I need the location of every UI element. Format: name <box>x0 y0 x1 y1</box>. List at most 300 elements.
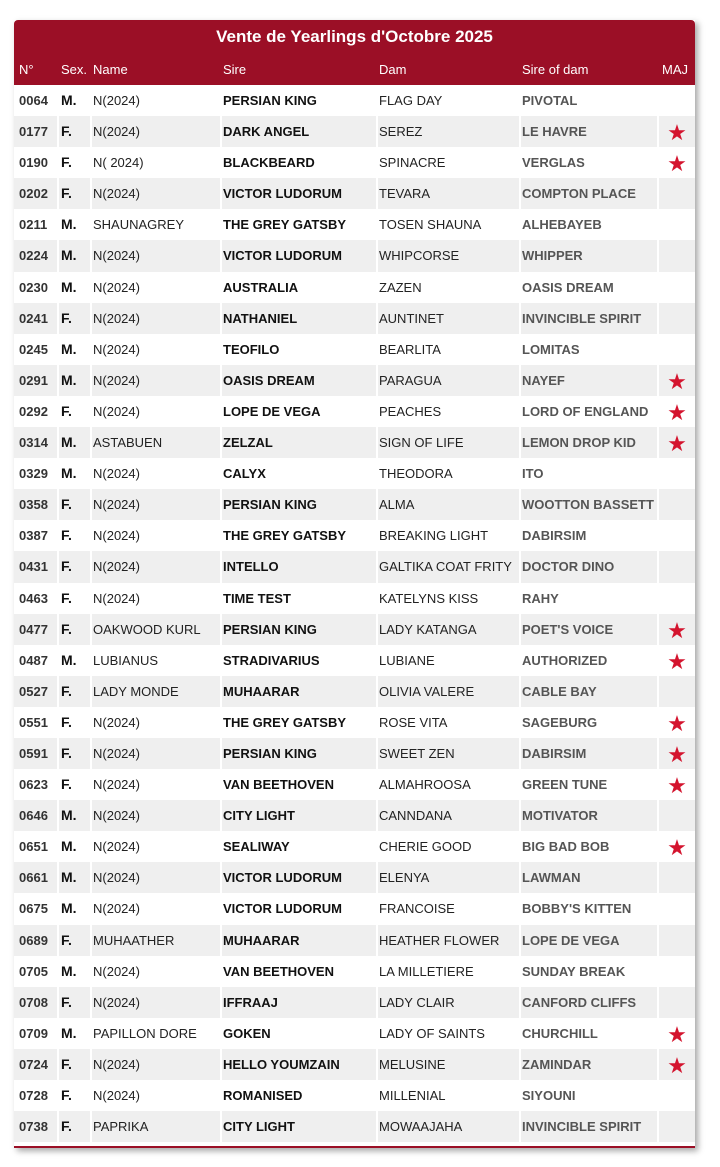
column-divider <box>519 1049 521 1080</box>
column-divider <box>220 551 222 582</box>
column-divider <box>657 893 659 924</box>
cell-name: N(2024) <box>93 590 140 606</box>
cell-sex: M. <box>61 278 77 295</box>
cell-dam: THEODORA <box>379 466 453 482</box>
table-row <box>14 987 695 1018</box>
column-divider <box>57 147 59 178</box>
column-divider <box>657 800 659 831</box>
cell-sire: INTELLO <box>223 559 279 575</box>
column-divider <box>90 303 92 334</box>
column-divider <box>220 956 222 987</box>
cell-name: N(2024) <box>93 714 140 730</box>
cell-name: ASTABUEN <box>93 435 163 451</box>
column-divider <box>90 1080 92 1111</box>
column-divider <box>90 427 92 458</box>
cell-maj <box>659 551 695 582</box>
table-row <box>14 303 695 334</box>
column-divider <box>220 458 222 489</box>
cell-dam: LADY KATANGA <box>379 621 477 637</box>
column-divider <box>90 925 92 956</box>
cell-dam: SPINACRE <box>379 155 446 171</box>
column-divider <box>220 178 222 209</box>
cell-num: 0241 <box>19 310 48 326</box>
column-divider <box>519 427 521 458</box>
column-divider <box>220 209 222 240</box>
cell-maj <box>659 116 695 147</box>
cell-maj <box>659 925 695 956</box>
column-divider <box>90 85 92 116</box>
cell-sire-of-dam: OASIS DREAM <box>522 279 614 295</box>
star-icon: ★ <box>667 151 687 177</box>
cell-sire-of-dam: LOMITAS <box>522 341 580 357</box>
cell-sex: F. <box>61 682 72 699</box>
cell-name: N(2024) <box>93 403 140 419</box>
cell-sire: VICTOR LUDORUM <box>223 870 342 886</box>
column-divider <box>376 489 378 520</box>
column-divider <box>376 925 378 956</box>
cell-maj <box>659 614 695 645</box>
cell-num: 0651 <box>19 839 48 855</box>
cell-dam: BEARLITA <box>379 341 441 357</box>
cell-sex: F. <box>61 1087 72 1103</box>
cell-num: 0728 <box>19 1088 48 1103</box>
cell-num: 0358 <box>19 497 48 513</box>
table-row <box>14 551 695 582</box>
column-divider <box>57 1080 59 1111</box>
cell-sire: LOPE DE VEGA <box>223 403 321 419</box>
column-divider <box>220 831 222 862</box>
cell-num: 0177 <box>19 124 48 140</box>
cell-sex: M. <box>61 216 77 233</box>
cell-num: 0431 <box>19 559 48 575</box>
column-divider <box>657 365 659 396</box>
table-row <box>14 489 695 520</box>
column-divider <box>220 583 222 614</box>
cell-sire-of-dam: LEMON DROP KID <box>522 435 636 451</box>
cell-dam: AUNTINET <box>379 310 444 326</box>
table-row <box>14 614 695 645</box>
table-row <box>14 583 695 614</box>
column-divider <box>376 365 378 396</box>
column-divider <box>657 1018 659 1049</box>
column-divider <box>220 862 222 893</box>
table-row <box>14 925 695 956</box>
cell-dam: MOWAAJAHA <box>379 1119 463 1135</box>
cell-num: 0738 <box>19 1119 48 1135</box>
column-divider <box>376 178 378 209</box>
column-divider <box>376 520 378 551</box>
column-divider <box>90 1018 92 1049</box>
cell-sex: M. <box>61 247 77 264</box>
column-divider <box>519 893 521 924</box>
column-divider <box>220 396 222 427</box>
column-divider <box>376 831 378 862</box>
cell-name: N(2024) <box>93 186 140 202</box>
column-divider <box>90 1049 92 1080</box>
cell-sire-of-dam: CHURCHILL <box>522 1025 598 1041</box>
table-row <box>14 738 695 769</box>
column-divider <box>657 178 659 209</box>
cell-sex: F. <box>61 776 72 793</box>
cell-sex: F. <box>61 931 72 948</box>
column-divider <box>90 707 92 738</box>
star-icon: ★ <box>667 835 687 861</box>
cell-dam: ALMAHROOSA <box>379 777 471 793</box>
column-divider <box>376 209 378 240</box>
column-divider <box>519 676 521 707</box>
column-divider <box>57 769 59 800</box>
table-row <box>14 85 695 116</box>
column-divider <box>519 1111 521 1142</box>
cell-num: 0551 <box>19 714 48 730</box>
column-divider <box>57 303 59 334</box>
table-row <box>14 800 695 831</box>
cell-num: 0314 <box>19 435 48 451</box>
cell-sex: M. <box>61 92 77 108</box>
column-divider <box>90 676 92 707</box>
column-divider <box>657 427 659 458</box>
column-divider <box>657 925 659 956</box>
cell-dam: BREAKING LIGHT <box>379 528 489 544</box>
table-row <box>14 178 695 209</box>
cell-name: N(2024) <box>93 1088 140 1103</box>
cell-name: OAKWOOD KURL <box>93 621 201 637</box>
column-divider <box>57 1018 59 1049</box>
column-divider <box>90 240 92 271</box>
cell-dam: PARAGUA <box>379 372 442 388</box>
column-divider <box>657 209 659 240</box>
column-divider <box>220 365 222 396</box>
cell-num: 0292 <box>19 403 48 419</box>
cell-name: N(2024) <box>93 777 140 793</box>
cell-name: N(2024) <box>93 279 140 295</box>
column-divider <box>519 178 521 209</box>
column-divider <box>376 147 378 178</box>
cell-maj <box>659 862 695 893</box>
column-divider <box>90 862 92 893</box>
column-divider <box>519 396 521 427</box>
column-divider <box>57 862 59 893</box>
cell-sire-of-dam: GREEN TUNE <box>522 777 608 793</box>
cell-name: MUHAATHER <box>93 932 175 948</box>
cell-dam: ROSE VITA <box>379 714 448 730</box>
cell-name: N(2024) <box>93 839 140 855</box>
column-divider <box>657 987 659 1018</box>
cell-num: 0463 <box>19 590 48 606</box>
column-divider <box>90 831 92 862</box>
cell-sex: M. <box>61 465 77 482</box>
cell-sire: PERSIAN KING <box>223 621 317 637</box>
cell-num: 0202 <box>19 186 48 202</box>
column-divider <box>90 893 92 924</box>
cell-name: PAPILLON DORE <box>93 1025 197 1041</box>
column-divider <box>57 893 59 924</box>
cell-num: 0708 <box>19 994 48 1010</box>
cell-sex: F. <box>61 154 72 171</box>
cell-sire-of-dam: ZAMINDAR <box>522 1056 592 1072</box>
cell-sex: F. <box>61 402 72 419</box>
column-divider <box>519 862 521 893</box>
column-divider <box>90 800 92 831</box>
column-divider <box>657 1080 659 1111</box>
header-dam: Dam <box>379 62 407 77</box>
cell-dam: PEACHES <box>379 403 442 419</box>
table-title: Vente de Yearlings d'Octobre 2025 <box>14 20 695 54</box>
cell-name: N(2024) <box>93 341 140 357</box>
cell-maj <box>659 645 695 676</box>
cell-dam: HEATHER FLOWER <box>379 932 500 948</box>
cell-dam: ZAZEN <box>379 279 422 295</box>
column-divider <box>657 147 659 178</box>
column-divider <box>519 365 521 396</box>
cell-name: N(2024) <box>93 808 140 824</box>
cell-num: 0477 <box>19 621 48 637</box>
column-divider <box>657 85 659 116</box>
cell-sex: F. <box>61 620 72 637</box>
star-icon: ★ <box>667 120 687 146</box>
column-divider <box>57 458 59 489</box>
column-divider <box>90 272 92 303</box>
column-divider <box>519 551 521 582</box>
table-row <box>14 116 695 147</box>
cell-name: N(2024) <box>93 497 140 513</box>
cell-name: N(2024) <box>93 901 140 917</box>
column-divider <box>90 178 92 209</box>
column-divider <box>57 1049 59 1080</box>
column-divider <box>220 707 222 738</box>
column-divider <box>220 614 222 645</box>
cell-sire: OASIS DREAM <box>223 372 315 388</box>
table-row <box>14 520 695 551</box>
cell-sex: F. <box>61 1118 72 1135</box>
cell-num: 0291 <box>19 372 48 388</box>
cell-dam: FRANCOISE <box>379 901 455 917</box>
cell-sire: THE GREY GATSBY <box>223 217 347 233</box>
column-divider <box>376 987 378 1018</box>
table-row <box>14 209 695 240</box>
column-divider <box>519 583 521 614</box>
cell-sex: M. <box>61 1024 77 1041</box>
cell-maj <box>659 987 695 1018</box>
column-divider <box>657 862 659 893</box>
cell-dam: LA MILLETIERE <box>379 963 474 979</box>
column-divider <box>376 427 378 458</box>
cell-num: 0623 <box>19 777 48 793</box>
cell-dam: LUBIANE <box>379 652 435 668</box>
cell-num: 0527 <box>19 683 48 699</box>
cell-sire: STRADIVARIUS <box>223 652 320 668</box>
cell-dam: SIGN OF LIFE <box>379 435 464 451</box>
column-divider <box>519 956 521 987</box>
column-divider <box>519 614 521 645</box>
cell-sex: F. <box>61 527 72 544</box>
star-icon: ★ <box>667 773 687 799</box>
column-divider <box>90 738 92 769</box>
cell-name: N( 2024) <box>93 155 144 171</box>
cell-sex: F. <box>61 558 72 575</box>
column-divider <box>657 334 659 365</box>
cell-num: 0211 <box>19 217 48 233</box>
cell-name: N(2024) <box>93 466 140 482</box>
column-divider <box>220 738 222 769</box>
table-row <box>14 1111 695 1142</box>
cell-num: 0689 <box>19 932 48 948</box>
column-divider <box>220 893 222 924</box>
column-divider <box>220 303 222 334</box>
cell-name: LADY MONDE <box>93 683 179 699</box>
cell-sex: M. <box>61 371 77 388</box>
column-divider <box>90 334 92 365</box>
cell-sire: DARK ANGEL <box>223 124 310 140</box>
cell-sire-of-dam: WHIPPER <box>522 248 583 264</box>
column-divider <box>657 956 659 987</box>
cell-name: N(2024) <box>93 745 140 761</box>
column-divider <box>376 272 378 303</box>
cell-maj <box>659 458 695 489</box>
table-row <box>14 334 695 365</box>
cell-dam: CHERIE GOOD <box>379 839 472 855</box>
cell-sex: M. <box>61 340 77 357</box>
column-divider <box>376 738 378 769</box>
catalogue-table <box>14 20 695 1148</box>
column-divider <box>376 85 378 116</box>
column-divider <box>657 738 659 769</box>
column-divider <box>57 272 59 303</box>
cell-num: 0387 <box>19 528 48 544</box>
table-row <box>14 1080 695 1111</box>
table-row <box>14 831 695 862</box>
cell-sire-of-dam: LORD OF ENGLAND <box>522 403 649 419</box>
cell-sire-of-dam: RAHY <box>522 590 559 606</box>
column-divider <box>519 272 521 303</box>
column-divider <box>220 1080 222 1111</box>
star-icon: ★ <box>667 368 687 394</box>
column-divider <box>57 520 59 551</box>
cell-name: N(2024) <box>93 124 140 140</box>
column-divider <box>376 1111 378 1142</box>
column-divider <box>90 396 92 427</box>
column-divider <box>657 614 659 645</box>
column-divider <box>657 272 659 303</box>
cell-sire-of-dam: AUTHORIZED <box>522 652 608 668</box>
column-divider <box>376 769 378 800</box>
cell-num: 0245 <box>19 341 48 357</box>
column-divider <box>519 520 521 551</box>
column-divider <box>376 240 378 271</box>
star-icon: ★ <box>667 399 687 425</box>
cell-sire: CALYX <box>223 466 266 482</box>
cell-dam: MELUSINE <box>379 1056 446 1072</box>
column-divider <box>57 738 59 769</box>
table-row <box>14 676 695 707</box>
cell-sire: VAN BEETHOVEN <box>223 963 334 979</box>
table-row <box>14 458 695 489</box>
cell-sire-of-dam: INVINCIBLE SPIRIT <box>522 310 642 326</box>
column-divider <box>57 178 59 209</box>
cell-dam: ELENYA <box>379 870 430 886</box>
cell-sire: SEALIWAY <box>223 839 290 855</box>
column-divider <box>220 800 222 831</box>
cell-maj <box>659 303 695 334</box>
header-sire-of-dam: Sire of dam <box>522 62 589 77</box>
cell-sire: IFFRAAJ <box>223 994 278 1010</box>
column-divider <box>519 831 521 862</box>
cell-sire: PERSIAN KING <box>223 745 317 761</box>
column-divider <box>519 800 521 831</box>
star-icon: ★ <box>667 1052 687 1078</box>
column-divider <box>519 240 521 271</box>
cell-sire: AUSTRALIA <box>223 279 299 295</box>
star-icon: ★ <box>667 617 687 643</box>
cell-dam: TEVARA <box>379 186 431 202</box>
cell-maj <box>659 85 695 116</box>
cell-sex: F. <box>61 713 72 730</box>
cell-maj <box>659 800 695 831</box>
column-divider <box>57 85 59 116</box>
cell-sex: M. <box>61 962 77 979</box>
cell-name: N(2024) <box>93 963 140 979</box>
cell-sire: MUHAARAR <box>223 932 300 948</box>
star-icon: ★ <box>667 741 687 767</box>
column-divider <box>90 956 92 987</box>
table-row <box>14 1018 695 1049</box>
column-divider <box>57 800 59 831</box>
cell-maj <box>659 1018 695 1049</box>
header-num: N° <box>19 62 34 77</box>
column-divider <box>519 147 521 178</box>
cell-name: SHAUNAGREY <box>93 217 185 233</box>
column-divider <box>376 551 378 582</box>
cell-maj <box>659 272 695 303</box>
column-divider <box>376 614 378 645</box>
cell-sex: F. <box>61 123 72 140</box>
cell-sex: F. <box>61 309 72 326</box>
table-row <box>14 645 695 676</box>
cell-maj <box>659 396 695 427</box>
cell-num: 0487 <box>19 652 48 668</box>
cell-num: 0224 <box>19 248 48 264</box>
column-divider <box>90 458 92 489</box>
cell-sire: MUHAARAR <box>223 683 300 699</box>
cell-dam: LADY CLAIR <box>379 994 455 1010</box>
cell-num: 0709 <box>19 1025 48 1041</box>
header-name: Name <box>93 62 128 77</box>
cell-sex: F. <box>61 993 72 1010</box>
column-divider <box>57 489 59 520</box>
column-divider <box>220 489 222 520</box>
cell-num: 0329 <box>19 466 48 482</box>
column-divider <box>220 645 222 676</box>
table-row <box>14 956 695 987</box>
cell-maj <box>659 178 695 209</box>
column-divider <box>519 645 521 676</box>
header-row <box>14 54 695 85</box>
column-divider <box>220 1111 222 1142</box>
table-row <box>14 769 695 800</box>
column-divider <box>376 1018 378 1049</box>
column-divider <box>376 116 378 147</box>
column-divider <box>657 303 659 334</box>
cell-dam: SWEET ZEN <box>379 745 455 761</box>
column-divider <box>57 334 59 365</box>
column-divider <box>90 147 92 178</box>
cell-sex: M. <box>61 807 77 824</box>
column-divider <box>376 862 378 893</box>
table-row <box>14 240 695 271</box>
cell-sire: BLACKBEARD <box>223 155 315 171</box>
column-divider <box>519 1018 521 1049</box>
column-divider <box>657 240 659 271</box>
